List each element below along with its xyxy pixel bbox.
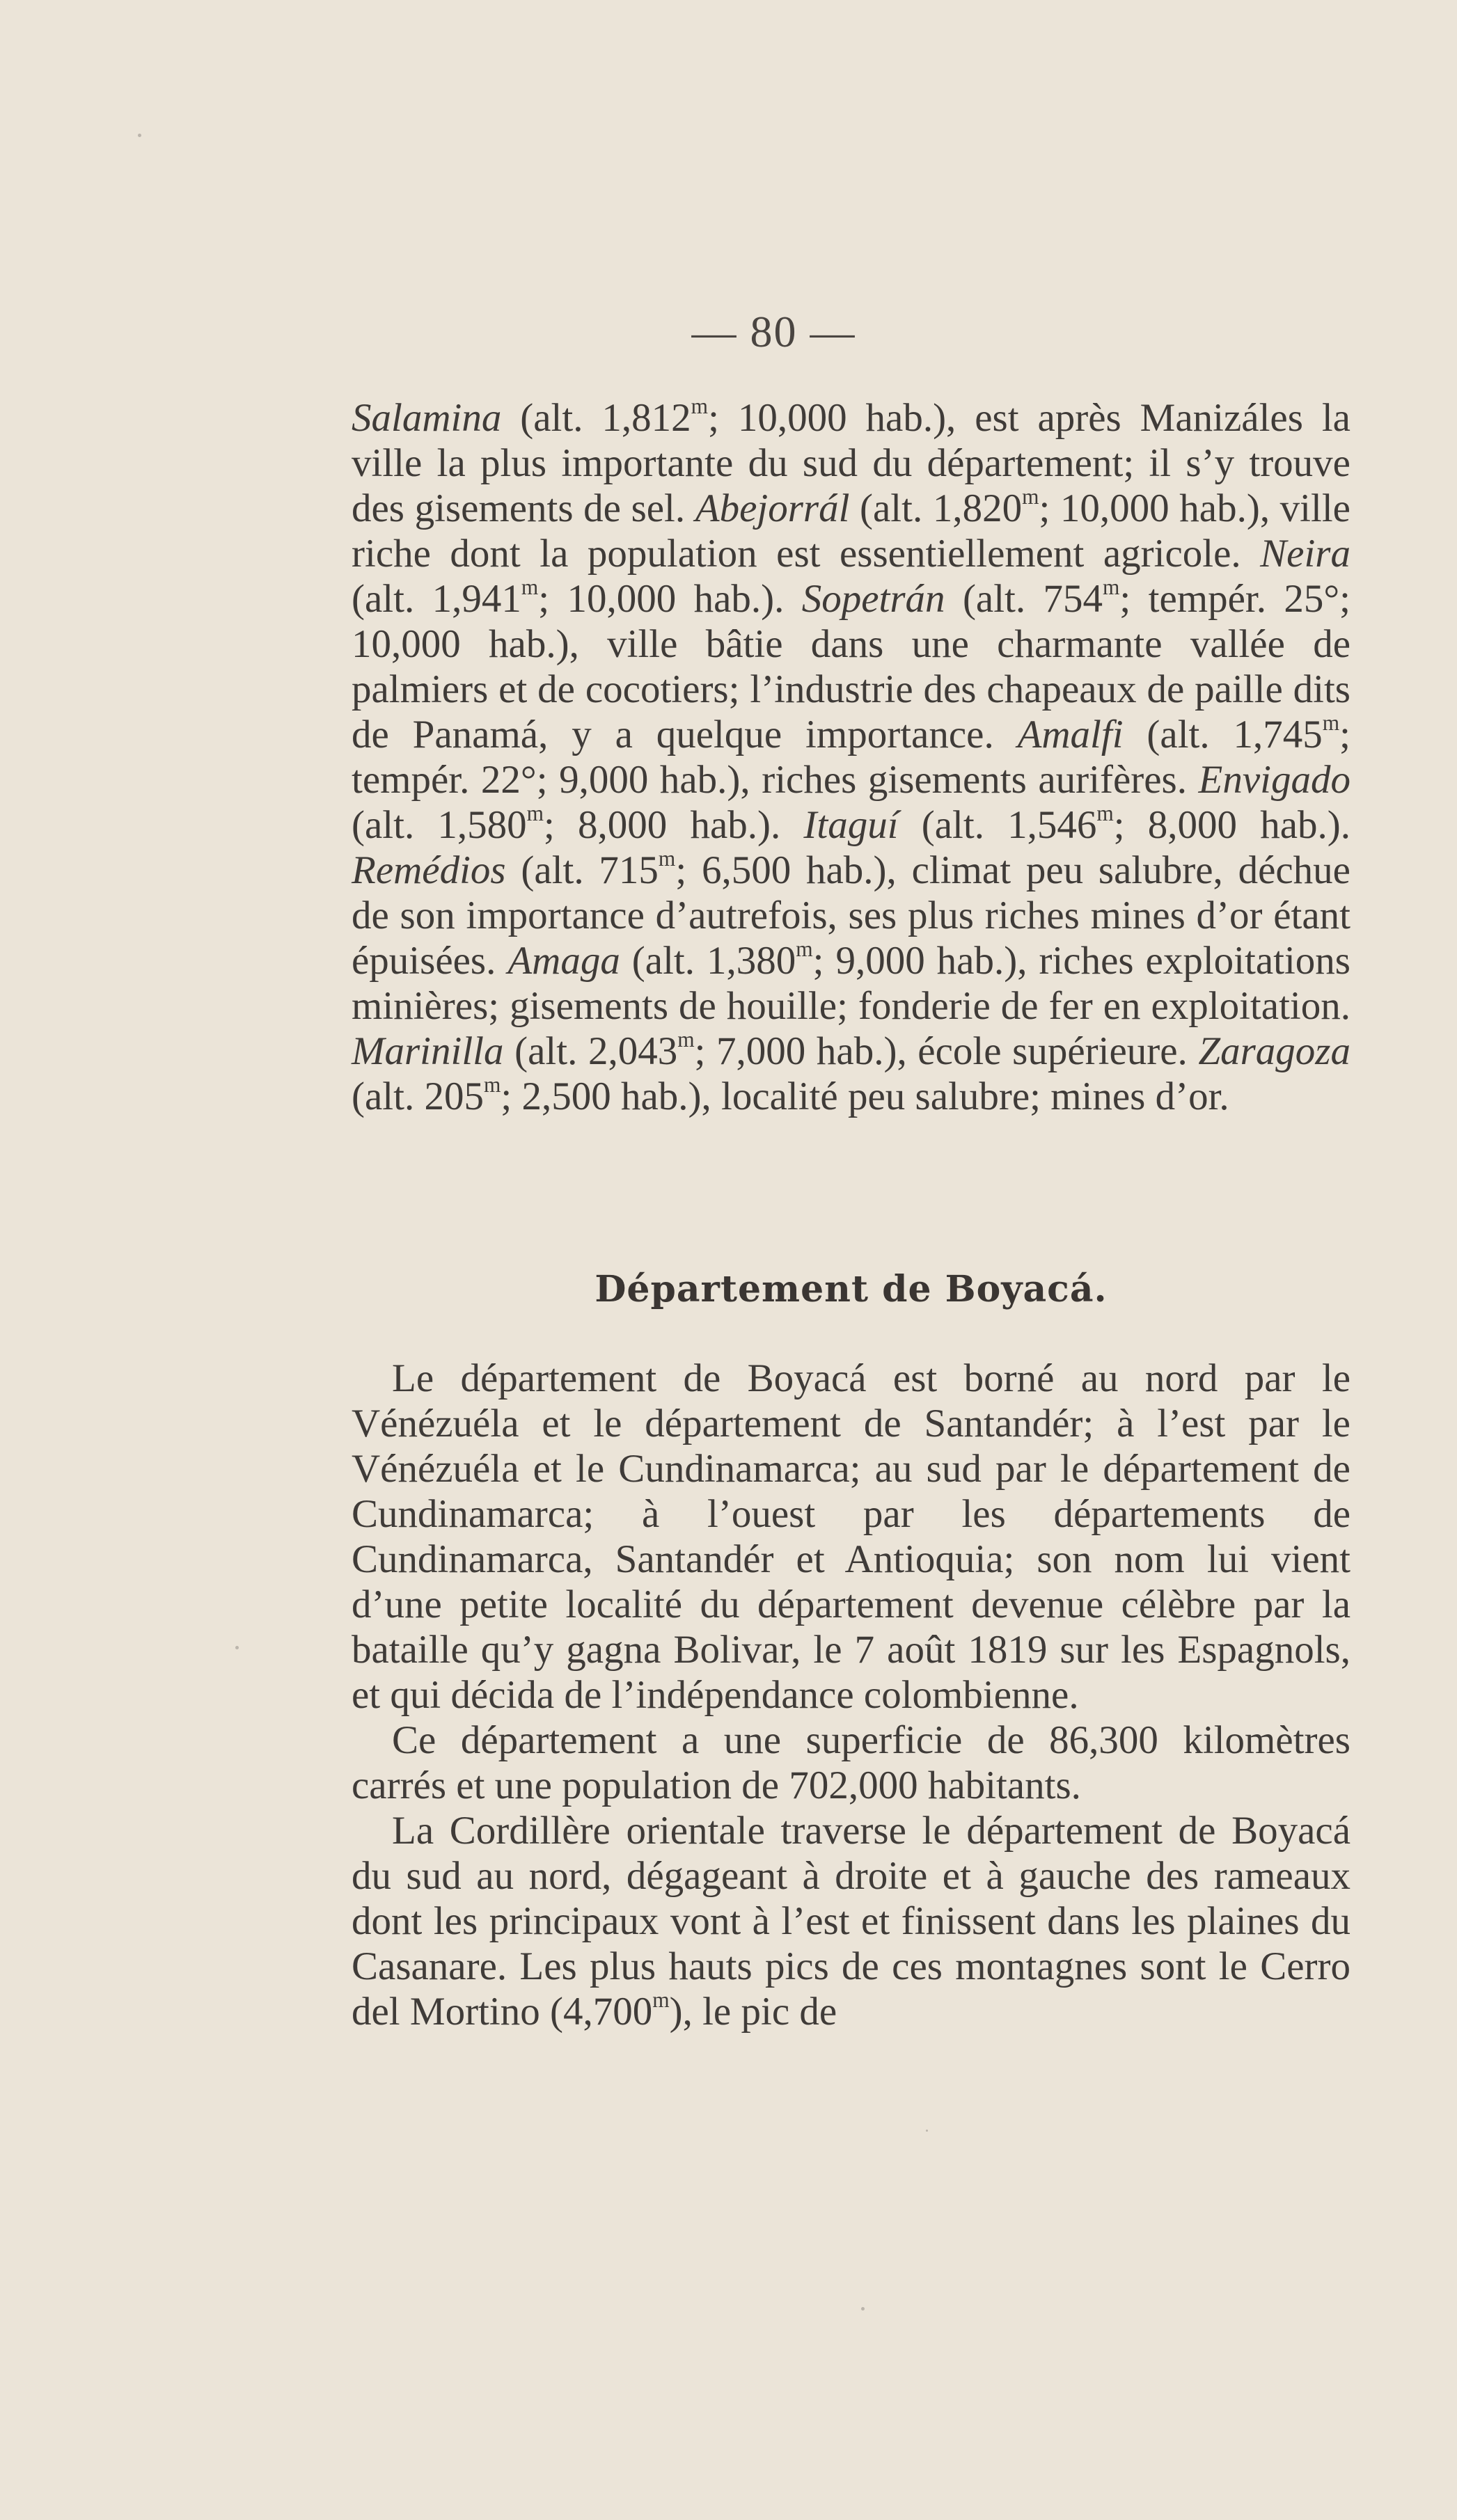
place-abejorral: Abejorrál [695, 486, 850, 530]
place-marinilla: Marinilla [352, 1029, 504, 1073]
paper-speck [926, 2130, 928, 2132]
place-neira: Neira [1260, 532, 1350, 576]
paper-speck [861, 2307, 865, 2311]
antioquia-localities-text [352, 395, 1350, 1119]
paragraph-borders: Le département de Boyacá est borné au nord par le Vénézuéla et le département de Santandér; à l’est par le Vénézuéla et le Cundinamarca; au sud par le département de Cundinamarca; à l’ouest par les départements de Cundinamarca, Santandér et Antioquia; son nom lui vient d’une petite localité du département devenue célèbre par la bataille qu’y gagna Bolivar, le 7 août 1819 sur les Espagnols, et qui décida de l’indépendance colombienne. [352, 1356, 1350, 1717]
place-amalfi: Amalfi [1017, 713, 1124, 756]
paper-speck [235, 1646, 239, 1649]
boyaca-text [352, 1356, 1350, 2034]
paper-speck [138, 134, 141, 137]
place-sopetran: Sopetrán [801, 577, 945, 621]
paragraph-area: Ce département a une superficie de 86,300 kilomètres carrés et une population de 702,000 habitants. [352, 1718, 1350, 1807]
place-remedios: Remédios [352, 848, 506, 892]
place-salamina: Salamina [352, 396, 502, 440]
page-number: — 80 — [691, 307, 856, 356]
place-amaga: Amaga [507, 939, 620, 983]
paragraph-cordillera: La Cordillère orientale traverse le département de Boyacá du sud au nord, dégageant à droite et à gauche des rameaux dont les principaux vont à l’est et finissent dans les plaines du Casanare. Les plus hauts pics de ces montagnes sont le Cerro del Mortino (4,700$^m$), le pic de [352, 1809, 1350, 2034]
place-zaragoza: Zaragoza [1198, 1029, 1350, 1073]
section-heading: Département de Boyacá. [594, 1268, 1108, 1310]
paragraph-localities: Salamina (alt. 1,812$^m$; 10,000 hab.), est après Manizáles la ville la plus importante du sud du département; il s’y trouve des gisements de sel. Abejorrál (alt. 1,820$^m$; 10,000 hab.), ville riche dont la population est essentiellement agricole. Neira (alt. 1,941$^m$; 10,000 hab.). Sopetrán (alt. 754$^m$; tempér. 25°; 10,000 hab.), ville bâtie dans une charmante vallée de palmiers et de cocotiers; l’industrie des chapeaux de paille dits de Panamá, y a quelque importance. Amalfi (alt. 1,745$^m$; tempér. 22°; 9,000 hab.), riches gisements aurifères. Envigado (alt. 1,580$^m$; 8,000 hab.). Itaguí (alt. 1,546$^m$; 8,000 hab.). Remédios (alt. 715$^m$; 6,500 hab.), climat peu salubre, déchue de son importance d’autrefois, ses plus riches mines d’or étant épuisées. Amaga (alt. 1,380$^m$; 9,000 hab.), riches exploitations minières; gisements de houille; fonderie de fer en exploitation. Marinilla (alt. 2,043$^m$; 7,000 hab.), école supérieure. Zaragoza (alt. 205$^m$; 2,500 hab.), localité peu salubre; mines d’or. [352, 393, 1350, 1118]
place-envigado: Envigado [1198, 758, 1350, 802]
place-itagui: Itaguí [803, 803, 899, 847]
